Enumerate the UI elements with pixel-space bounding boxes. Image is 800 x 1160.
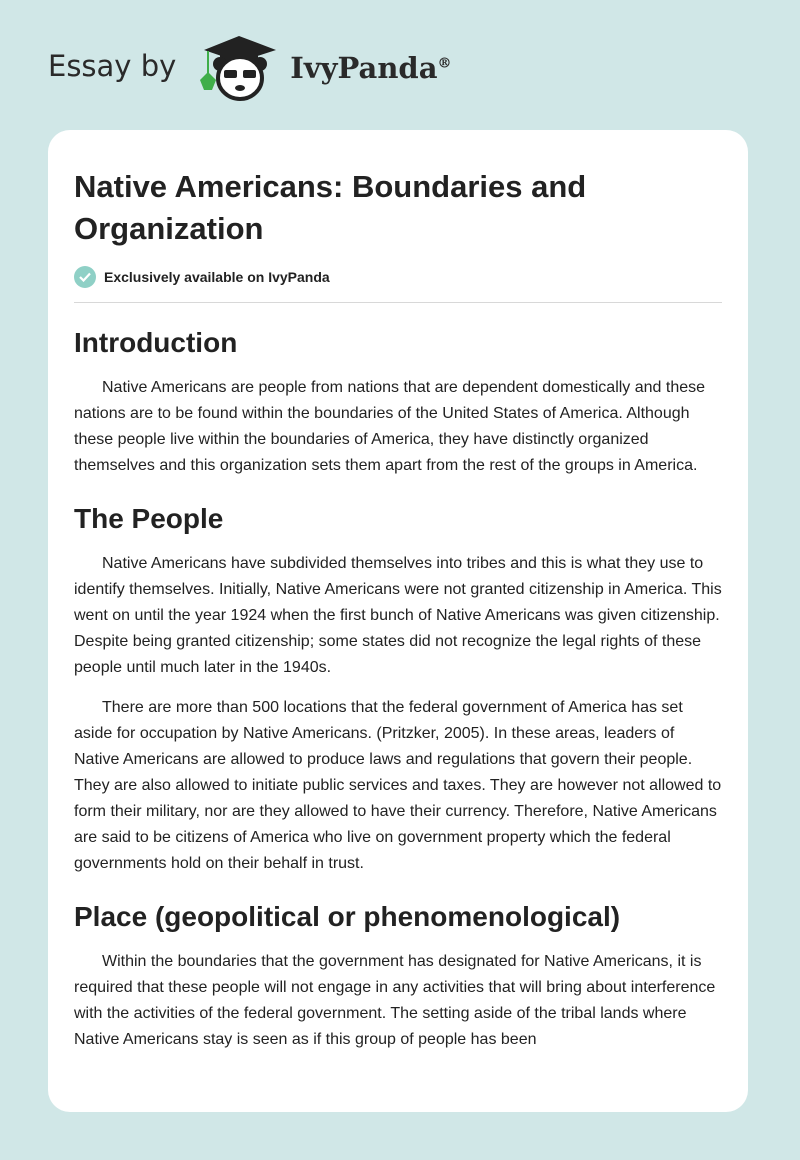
site-header: [48, 36, 452, 100]
ivypanda-brand[interactable]: IvyPanda®: [290, 51, 452, 85]
divider: [74, 302, 722, 303]
essay-title: Native Americans: Boundaries and Organization: [74, 169, 587, 246]
check-icon: [74, 266, 96, 288]
section-heading: Introduction: [74, 327, 238, 358]
essay-card: [48, 130, 748, 1112]
ivypanda-logo-icon: [194, 34, 284, 102]
section-heading: Place (geopolitical or phenomenological): [74, 901, 621, 932]
paragraph: Within the boundaries that the government has designated for Native Americans, it is required that these people will not engage in any activities that will bring about interference with the activities of the federal government. The setting aside of the tribal lands where Native Americans stay is seen as if this group of people has been: [74, 953, 716, 1048]
section-heading: The People: [74, 503, 224, 534]
exclusive-badge: [74, 266, 722, 288]
essay-by-label: Essay by: [48, 49, 177, 83]
paragraph: Native Americans are people from nations that are dependent domestically and these nations are to be found within the boundaries of the United States of America. Although these people live within the boundaries of America, they have distinctly organized themselves and this organization sets them apart from the rest of the groups in America.: [74, 379, 706, 474]
paragraph: Native Americans have subdivided themselves into tribes and this is what they use to identify themselves. Initially, Native Americans were not granted citizenship in America. This went on until the year 1924 when the first bunch of Native Americans was given citizenship. Despite being granted citizenship; some states did not recognize the legal rights of these people until much later in the 1940s.: [74, 555, 722, 676]
paragraph: There are more than 500 locations that the federal government of America has set aside for occupation by Native Americans. (Pritzker, 2005). In these areas, leaders of Native Americans are allowed to produce laws and regulations that govern their people. They are also allowed to initiate public services and taxes. They are however not allowed to form their military, nor are they allowed to have their currency. Therefore, Native Americans are said to be citizens of America who live on government property which the federal governments hold on their behalf in trust.: [74, 699, 722, 872]
exclusive-badge-label: Exclusively available on IvyPanda: [104, 269, 330, 285]
